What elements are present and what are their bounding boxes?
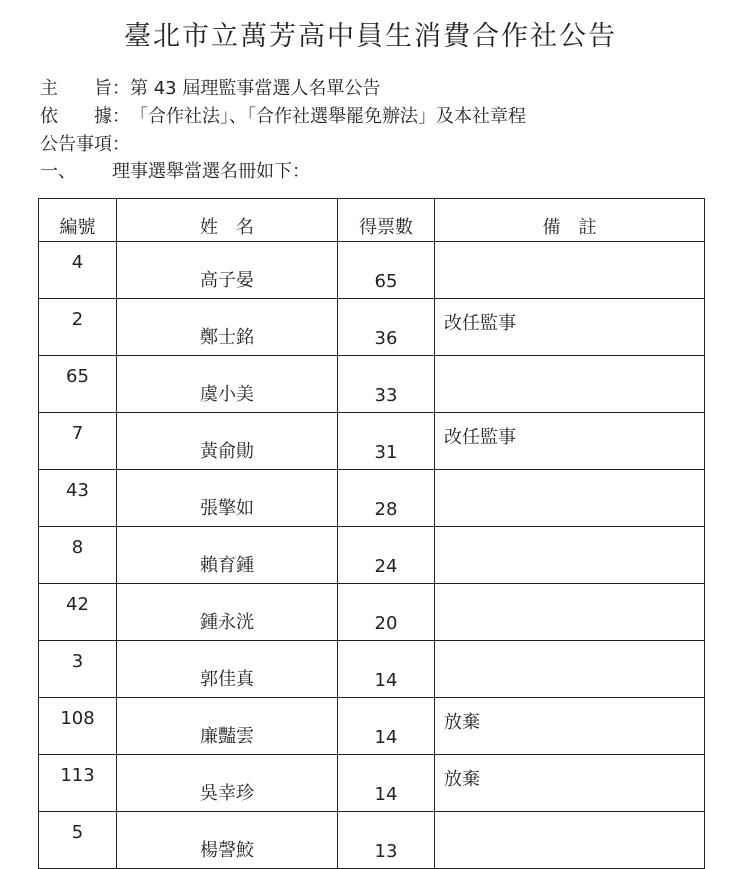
table-row <box>39 812 705 869</box>
header-votes: 得票數 <box>338 199 435 242</box>
cell-number: 5 <box>39 812 117 869</box>
cell-note <box>435 812 705 869</box>
cell-note: 改任監事 <box>435 413 705 470</box>
table-row <box>39 299 705 356</box>
cell-note: 改任監事 <box>435 299 705 356</box>
cell-name: 虞小美 <box>117 356 338 413</box>
cell-name: 高子晏 <box>117 242 338 299</box>
cell-note <box>435 242 705 299</box>
cell-name: 吳幸珍 <box>117 755 338 812</box>
table-row <box>39 470 705 527</box>
header-number: 編號 <box>39 199 117 242</box>
cell-number: 108 <box>39 698 117 755</box>
cell-number: 65 <box>39 356 117 413</box>
cell-votes: 36 <box>338 299 435 356</box>
cell-number: 3 <box>39 641 117 698</box>
cell-number: 4 <box>39 242 117 299</box>
cell-votes: 24 <box>338 527 435 584</box>
cell-name: 黃俞勛 <box>117 413 338 470</box>
table-header-row <box>39 199 705 242</box>
document-title: 臺北市立萬芳高中員生消費合作社公告 <box>124 21 617 52</box>
cell-name: 張擎如 <box>117 470 338 527</box>
director-election-table <box>38 198 705 869</box>
cell-note <box>435 356 705 413</box>
cell-votes: 14 <box>338 641 435 698</box>
cell-number: 43 <box>39 470 117 527</box>
cell-name: 賴育鍾 <box>117 527 338 584</box>
cell-number: 7 <box>39 413 117 470</box>
item-one-line <box>40 161 310 183</box>
basis-label: 依 據： <box>40 106 130 127</box>
cell-votes: 14 <box>338 755 435 812</box>
subject-text: 第 43 屆理監事當選人名單公告 <box>130 78 381 99</box>
cell-note: 放棄 <box>435 698 705 755</box>
basis-text: 「合作社法」、「合作社選舉罷免辦法」及本社章程 <box>130 106 526 127</box>
cell-votes: 33 <box>338 356 435 413</box>
cell-name: 郭佳真 <box>117 641 338 698</box>
header-note: 備 註 <box>435 199 705 242</box>
table-row <box>39 527 705 584</box>
table-row <box>39 641 705 698</box>
cell-note <box>435 527 705 584</box>
cell-votes: 13 <box>338 812 435 869</box>
cell-number: 42 <box>39 584 117 641</box>
cell-note: 放棄 <box>435 755 705 812</box>
cell-note <box>435 584 705 641</box>
cell-name: 楊謦鮫 <box>117 812 338 869</box>
table-row <box>39 584 705 641</box>
cell-votes: 20 <box>338 584 435 641</box>
table-row <box>39 755 705 812</box>
items-label: 公告事項： <box>40 134 130 155</box>
cell-votes: 31 <box>338 413 435 470</box>
subject-line <box>40 78 380 100</box>
item-one-number: 一、 <box>40 161 76 182</box>
cell-votes: 14 <box>338 698 435 755</box>
cell-note <box>435 470 705 527</box>
cell-number: 113 <box>39 755 117 812</box>
table-row <box>39 698 705 755</box>
cell-number: 2 <box>39 299 117 356</box>
cell-note <box>435 641 705 698</box>
subject-label: 主 旨： <box>40 78 130 99</box>
cell-name: 鍾永洸 <box>117 584 338 641</box>
table-row <box>39 413 705 470</box>
cell-name: 鄭士銘 <box>117 299 338 356</box>
cell-number: 8 <box>39 527 117 584</box>
table-row <box>39 242 705 299</box>
cell-votes: 28 <box>338 470 435 527</box>
basis-line <box>40 106 526 128</box>
table-row <box>39 356 705 413</box>
item-one-text: 理事選舉當選名冊如下： <box>112 161 310 182</box>
header-name: 姓 名 <box>117 199 338 242</box>
cell-votes: 65 <box>338 242 435 299</box>
cell-name: 廉豔雲 <box>117 698 338 755</box>
